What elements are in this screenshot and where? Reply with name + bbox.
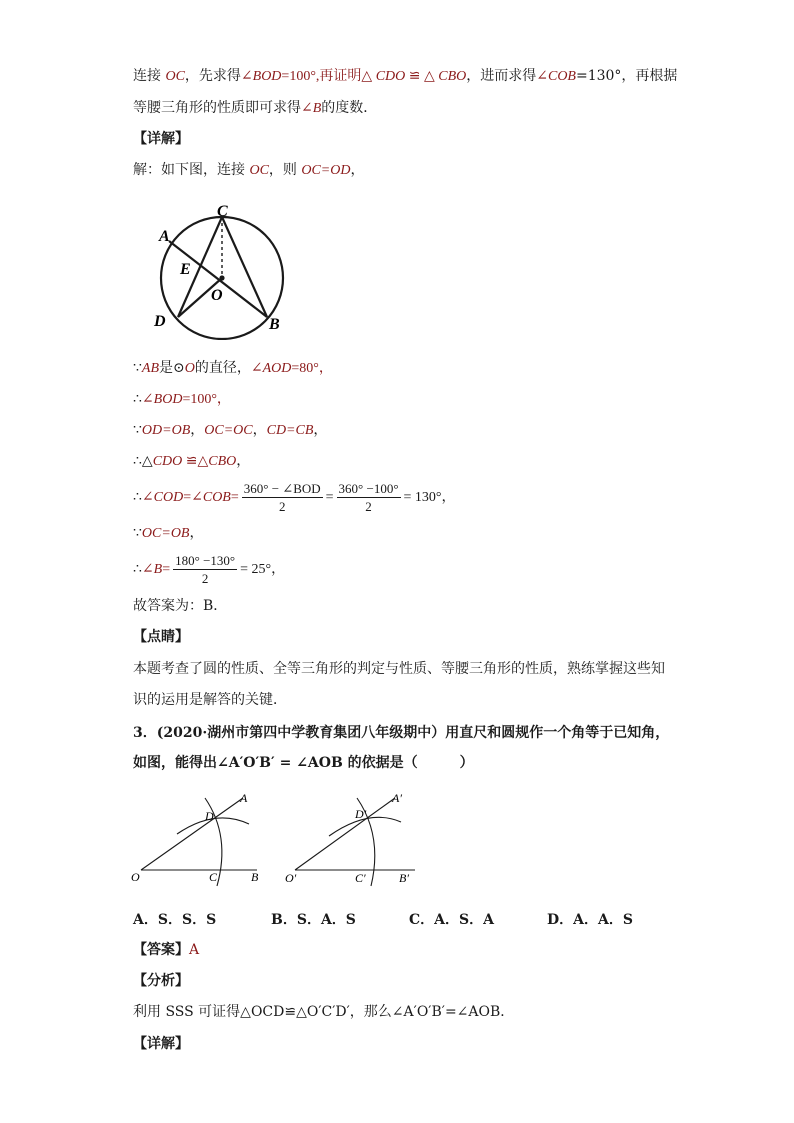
answer-value: A <box>189 942 200 958</box>
left-label-d: D <box>205 809 214 823</box>
step-4: ∴△CDO ≌△CBO， <box>133 453 251 469</box>
right-label-o: O′ <box>285 871 297 885</box>
label-c: C <box>217 203 228 220</box>
question-line-2: 如图，能得出∠A′O′B′ = ∠AOB 的依据是（ ） <box>133 755 474 771</box>
right-label-c: C′ <box>355 871 366 885</box>
intro-line-2: 等腰三角形的性质即可求得∠B的度数． <box>133 100 378 116</box>
step-6: ∵OC=OB， <box>133 525 204 541</box>
intro-line-1: 连接 OC，先求得∠BOD=100°,再证明△ CDO ≌ △ CBO，进而求得∠COB=130°，再根据 <box>133 68 678 84</box>
answer-heading: 【答案】 <box>133 942 189 958</box>
step-1: ∵AB是⊙O的直径，∠AOD=80°， <box>133 360 333 376</box>
label-e: E <box>180 261 191 278</box>
left-label-a: A <box>240 791 248 805</box>
left-angle-figure <box>131 791 259 886</box>
circle-figure <box>150 200 295 340</box>
fraction-2: $\frac{360^\circ -100^\circ}{2}$ <box>338 480 399 514</box>
step-5: ∴∠COD=∠COB= $\frac{\text{360° − ∠BOD}}{2}$ = $\frac{360^\circ -100^\circ}{2}$ = 130°， <box>133 480 456 514</box>
heading-detail: 【详解】 <box>133 131 189 147</box>
step-7: ∴∠B= $\frac{180^\circ -130^\circ}{2}$ = 25°， <box>133 552 286 586</box>
step-2: ∴∠BOD=100°， <box>133 391 231 407</box>
option-d[interactable]: D．A．A．S <box>547 912 633 928</box>
left-label-o: O <box>131 870 140 884</box>
right-label-d: D′ <box>355 807 367 821</box>
label-a: A <box>159 228 170 245</box>
detail-heading-2: 【详解】 <box>133 1036 189 1052</box>
comment-line-2: 识的运用是解答的关键． <box>133 692 287 708</box>
label-d: D <box>154 313 166 330</box>
option-a[interactable]: A．S．S．S <box>133 912 217 928</box>
answer-row <box>133 940 199 960</box>
right-label-b: B′ <box>399 871 409 885</box>
label-o: O <box>211 287 223 304</box>
label-b: B <box>269 316 280 333</box>
analysis-heading: 【分析】 <box>133 973 189 989</box>
left-label-b: B <box>251 870 259 884</box>
heading-comment: 【点睛】 <box>133 629 189 645</box>
option-c[interactable]: C．A．S．A <box>409 912 494 928</box>
analysis-line: 利用 SSS 可证得△OCD≌△O′C′D′，那么∠A′O′B′=∠AOB． <box>133 1004 515 1020</box>
step-3: ∵OD=OB，OC=OC，CD=CB， <box>133 422 328 438</box>
solution-intro: 解：如下图，连接 OC，则 OC=OD， <box>133 162 365 178</box>
left-label-c: C <box>209 870 218 884</box>
answer-line: 故答案为：B． <box>133 598 228 614</box>
comment-line-1: 本题考查了圆的性质、全等三角形的判定与性质、等腰三角形的性质，熟练掌握这些知 <box>133 661 665 677</box>
right-angle-figure <box>285 791 415 886</box>
angle-figures <box>125 788 445 892</box>
fraction-1: $\frac{\text{360° − ∠BOD}}{2}$ <box>243 480 321 514</box>
right-label-a: A′ <box>392 791 402 805</box>
fraction-3: $\frac{180^\circ -130^\circ}{2}$ <box>175 552 236 586</box>
question-line-1: 3．(2020·湖州市第四中学教育集团八年级期中）用直尺和圆规作一个角等于已知角， <box>133 725 670 741</box>
option-b[interactable]: B．S．A．S <box>271 912 356 928</box>
